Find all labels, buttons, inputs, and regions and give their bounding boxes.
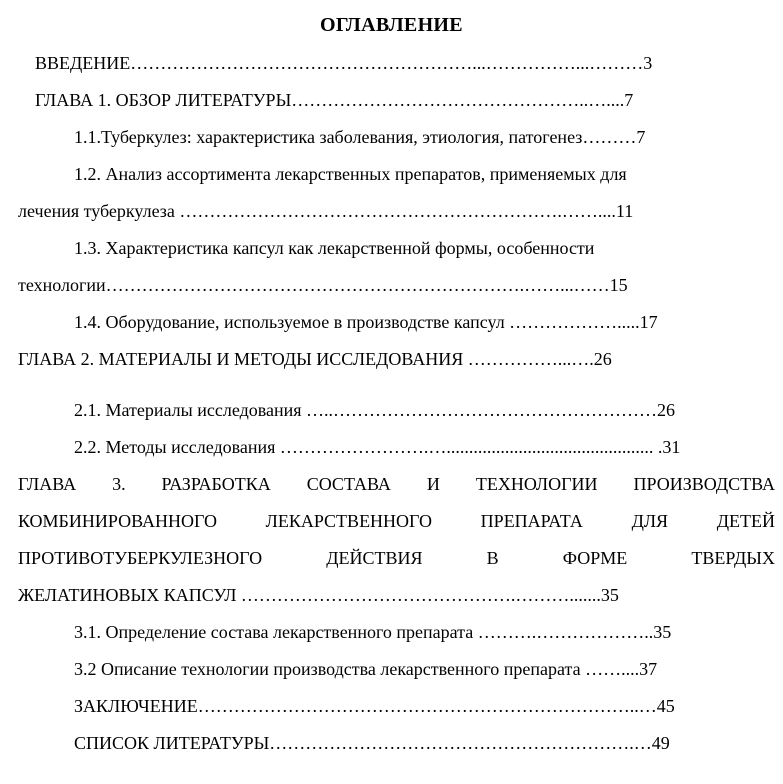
toc-entry-3-1: 3.1. Определение состава лекарственного препарата ……….………………..35 — [74, 622, 672, 642]
toc-entry-1-2-continued: лечения туберкулеза ……………………………………………………….……....11 — [18, 201, 634, 221]
toc-entry-1-3-continued: технологии…………………………………………………………….……...……15 — [18, 275, 628, 295]
page-title: ОГЛАВЛЕНИЕ — [320, 14, 463, 36]
toc-entry-2-1: 2.1. Материалы исследования …..………………………………………………26 — [74, 400, 676, 420]
toc-entry-chapter-2: ГЛАВА 2. МАТЕРИАЛЫ И МЕТОДЫ ИССЛЕДОВАНИЯ ……………...….26 — [18, 349, 612, 369]
toc-entry-conclusion: ЗАКЛЮЧЕНИЕ………………………………………………………………..…45 — [74, 696, 675, 716]
toc-entry-chapter-3-line-3: ПРОТИВОТУБЕРКУЛЕЗНОГО ДЕЙСТВИЯ В ФОРМЕ ТВЕРДЫХ — [18, 548, 775, 568]
toc-entry-2-2: 2.2. Методы исследования …………………….….............................................. .31 — [74, 437, 681, 457]
toc-entry-1-2: 1.2. Анализ ассортимента лекарственных препаратов, применяемых для — [74, 164, 627, 184]
toc-entry-3-2: 3.2 Описание технологии производства лекарственного препарата ……....37 — [74, 659, 658, 679]
toc-entry-1-3: 1.3. Характеристика капсул как лекарственной формы, особенности — [74, 238, 595, 258]
toc-entry-introduction: ВВЕДЕНИЕ…………………………………………………...……………...………3 — [35, 53, 653, 73]
toc-entry-1-4: 1.4. Оборудование, используемое в производстве капсул ……………….....17 — [74, 312, 658, 332]
toc-entry-chapter-3-line-4: ЖЕЛАТИНОВЫХ КАПСУЛ ……………………………………….……….......35 — [18, 585, 619, 605]
toc-entry-chapter-1: ГЛАВА 1. ОБЗОР ЛИТЕРАТУРЫ…………………………………………..…....7 — [35, 90, 634, 110]
toc-entry-chapter-3-line-1: ГЛАВА 3. РАЗРАБОТКА СОСТАВА И ТЕХНОЛОГИИ ПРОИЗВОДСТВА — [18, 474, 775, 494]
toc-entry-references: СПИСОК ЛИТЕРАТУРЫ…………………………………………………….…49 — [74, 733, 670, 753]
toc-entry-chapter-3-line-2: КОМБИНИРОВАННОГО ЛЕКАРСТВЕННОГО ПРЕПАРАТА ДЛЯ ДЕТЕЙ — [18, 511, 775, 531]
toc-entry-1-1: 1.1.Туберкулез: характеристика заболевания, этиология, патогенез………7 — [74, 127, 646, 147]
